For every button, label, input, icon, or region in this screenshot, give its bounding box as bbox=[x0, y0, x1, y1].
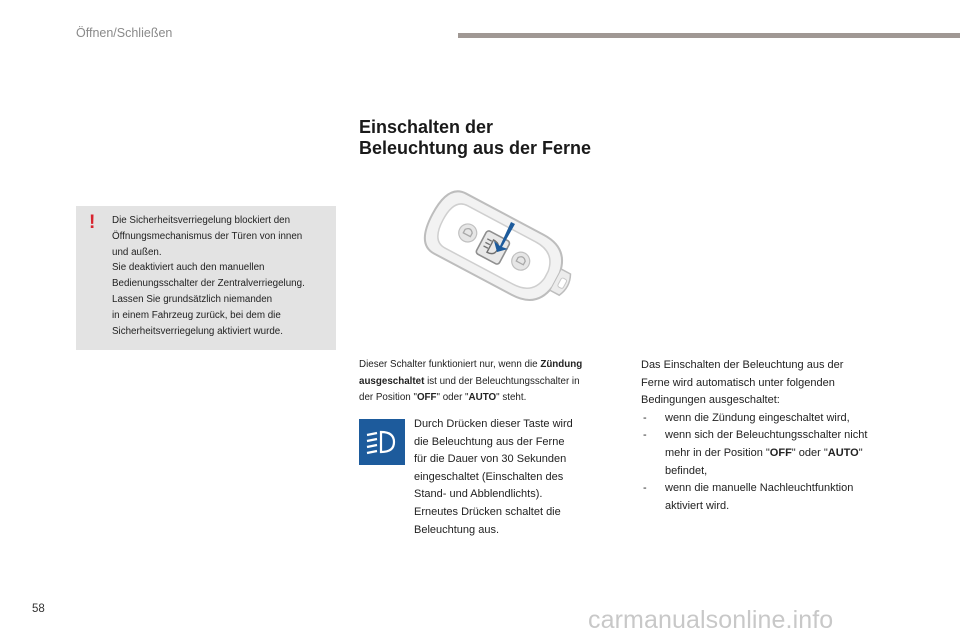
warning-line: Öffnungsmechanismus der Türen von innen bbox=[112, 230, 303, 242]
button-desc-line: für die Dauer von 30 Sekunden bbox=[414, 453, 567, 466]
list-item bbox=[641, 427, 901, 445]
list-item-text: " bbox=[858, 446, 863, 459]
warning-line: Die Sicherheitsverriegelung blockiert den bbox=[112, 215, 291, 226]
button-desc-line: Durch Drücken dieser Taste wird bbox=[414, 418, 573, 430]
intro-text: Dieser Schalter funktioniert nur, wenn die bbox=[359, 359, 541, 370]
list-item-continuation bbox=[641, 445, 901, 463]
list-item-text: wenn die manuelle Nachleuchtfunktion bbox=[665, 482, 854, 495]
list-dash: - bbox=[643, 429, 647, 442]
button-desc-line: eingeschaltet (Einschalten des bbox=[414, 470, 564, 483]
button-desc-line: Erneutes Drücken schaltet die bbox=[414, 505, 561, 518]
list-item-text: " oder " bbox=[791, 446, 828, 459]
low-beam-headlamp-icon bbox=[359, 419, 405, 465]
intro-bold: OFF bbox=[416, 392, 437, 403]
list-item-text: mehr in der Position " bbox=[665, 446, 770, 459]
warning-line: Sicherheitsverriegelung aktiviert wurde. bbox=[112, 325, 283, 337]
list-item-continuation: aktiviert wird. bbox=[665, 499, 730, 512]
page-number: 58 bbox=[32, 603, 45, 615]
auto-off-intro: Ferne wird automatisch unter folgenden bbox=[641, 376, 835, 389]
warning-line: in einem Fahrzeug zurück, bei dem die bbox=[112, 309, 281, 321]
warning-line: Sie deaktiviert auch den manuellen bbox=[112, 262, 265, 274]
auto-off-intro: Das Einschalten der Beleuchtung aus der bbox=[641, 359, 844, 371]
intro-text: der Position " bbox=[359, 392, 417, 403]
auto-off-intro: Bedingungen ausgeschaltet: bbox=[641, 394, 780, 407]
exclamation-icon: ! bbox=[89, 212, 96, 233]
warning-line: Lassen Sie grundsätzlich niemanden bbox=[112, 293, 273, 305]
list-item-text: wenn die Zündung eingeschaltet wird, bbox=[665, 411, 850, 424]
intro-bold: ausgeschaltet bbox=[359, 375, 425, 387]
header-bar bbox=[458, 33, 960, 38]
list-item-continuation: befindet, bbox=[665, 464, 708, 477]
intro-paragraph bbox=[359, 357, 621, 407]
intro-text: ist und der Beleuchtungsschalter in bbox=[424, 375, 580, 387]
heading-line-1: Einschalten der bbox=[359, 117, 494, 137]
button-desc-line: Beleuchtung aus. bbox=[414, 523, 500, 536]
warning-line: und außen. bbox=[112, 246, 162, 258]
list-item-bold: AUTO bbox=[827, 446, 859, 459]
list-dash: - bbox=[643, 482, 647, 495]
warning-box bbox=[76, 206, 336, 350]
list-item bbox=[641, 480, 901, 498]
button-desc-line: die Beleuchtung aus der Ferne bbox=[414, 435, 565, 448]
list-item-text: wenn sich der Beleuchtungsschalter nicht bbox=[665, 429, 868, 442]
warning-line: Bedienungsschalter der Zentralverriegelung. bbox=[112, 278, 305, 290]
remote-key-fob-illustration bbox=[414, 186, 579, 316]
list-item bbox=[641, 410, 901, 428]
heading-line-2: Beleuchtung aus der Ferne bbox=[359, 138, 592, 158]
watermark: carmanualsonline.info bbox=[588, 606, 834, 634]
button-description bbox=[414, 416, 614, 539]
intro-text: " oder " bbox=[436, 392, 469, 403]
page-heading bbox=[359, 117, 591, 159]
intro-bold: AUTO bbox=[468, 392, 497, 403]
intro-text: " steht. bbox=[496, 392, 527, 403]
warning-text bbox=[112, 213, 334, 339]
list-item-bold: OFF bbox=[769, 446, 792, 459]
button-desc-line: Stand- und Abblendlichts). bbox=[414, 488, 543, 501]
auto-off-paragraph bbox=[641, 357, 901, 515]
section-title: Öffnen/Schließen bbox=[76, 26, 173, 40]
intro-bold: Zündung bbox=[540, 359, 583, 370]
list-dash: - bbox=[643, 411, 647, 424]
